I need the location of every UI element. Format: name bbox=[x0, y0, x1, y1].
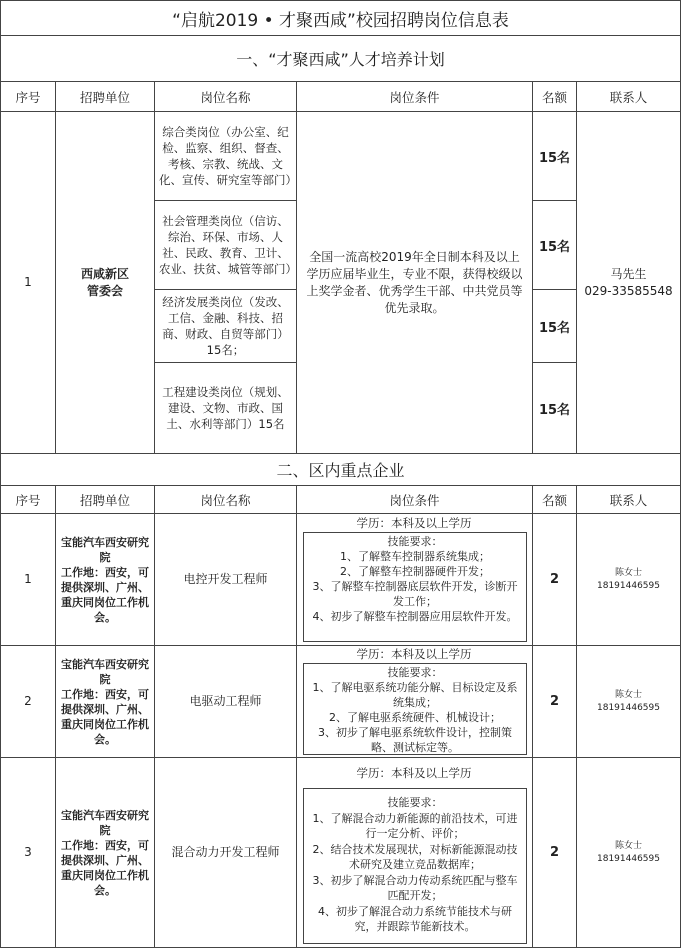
skill-item: 2、结合技术发展现状，对标新能源混动技术研究及建立竞品数据库； bbox=[312, 842, 518, 871]
contact-phone: 029-33585548 bbox=[584, 283, 673, 298]
quota-value: 2 bbox=[533, 646, 577, 758]
position-name: 经济发展类岗位（发改、工信、金融、科技、招商、财政、自贸等部门）15名； bbox=[155, 290, 297, 363]
position-name: 混合动力开发工程师 bbox=[155, 758, 297, 948]
skill-item: 1、了解混合动力新能源的前沿技术，可进行一定分析、评价； bbox=[312, 811, 518, 840]
contact-phone: 18191446595 bbox=[597, 853, 660, 864]
col-header-unit: 招聘单位 bbox=[56, 82, 155, 112]
col-header-contact: 联系人 bbox=[577, 82, 681, 112]
quota-value: 15名 bbox=[533, 201, 577, 290]
education-requirement: 学历：本科及以上学历 bbox=[356, 515, 472, 530]
position-name: 电驱动工程师 bbox=[155, 646, 297, 758]
skills-box bbox=[303, 663, 527, 755]
row-unit: 宝能汽车西安研究院 工作地：西安，可提供深圳、广州、重庆同岗位工作机会。 bbox=[56, 758, 155, 948]
skill-item: 3、初步了解混合动力传动系统匹配与整车匹配开发； bbox=[312, 873, 518, 902]
skill-item: 2、了解整车控制器硬件开发； bbox=[340, 565, 490, 578]
row-unit: 宝能汽车西安研究院 工作地：西安，可提供深圳、广州、重庆同岗位工作机会。 bbox=[56, 646, 155, 758]
row-index: 1 bbox=[0, 112, 56, 454]
col-header-quota: 名额 bbox=[533, 486, 577, 514]
quota-value: 2 bbox=[533, 514, 577, 646]
quota-value: 2 bbox=[533, 758, 577, 948]
contact-name: 陈女士 bbox=[614, 840, 642, 851]
col-header-index: 序号 bbox=[0, 486, 56, 514]
contact-cell bbox=[577, 646, 681, 758]
row-unit: 宝能汽车西安研究院 工作地：西安，可提供深圳、广州、重庆同岗位工作机会。 bbox=[56, 514, 155, 646]
skills-title: 技能要求： bbox=[387, 796, 443, 809]
contact-name: 陈女士 bbox=[614, 689, 642, 700]
row-index: 3 bbox=[0, 758, 56, 948]
skills-title: 技能要求： bbox=[387, 535, 443, 548]
skills-title: 技能要求： bbox=[387, 666, 443, 679]
position-conditions bbox=[297, 646, 533, 758]
col-header-position: 岗位名称 bbox=[155, 486, 297, 514]
col-header-conditions: 岗位条件 bbox=[297, 82, 533, 112]
position-conditions: 全国一流高校2019年全日制本科及以上学历应届毕业生，专业不限，获得校级以上奖学金者、优秀学生干部、中共党员等优先录取。 bbox=[297, 112, 533, 454]
contact-name: 陈女士 bbox=[614, 567, 642, 578]
education-requirement: 学历：本科及以上学历 bbox=[356, 647, 472, 661]
contact-cell bbox=[577, 112, 681, 454]
contact-phone: 18191446595 bbox=[597, 702, 660, 713]
contact-phone: 18191446595 bbox=[597, 580, 660, 591]
col-header-contact: 联系人 bbox=[577, 486, 681, 514]
col-header-quota: 名额 bbox=[533, 82, 577, 112]
skill-item: 1、了解电驱系统功能分解、目标设定及系统集成； bbox=[312, 681, 518, 709]
row-unit: 西咸新区 管委会 bbox=[56, 112, 155, 454]
position-name: 工程建设类岗位（规划、建设、文物、市政、国土、水利等部门）15名 bbox=[155, 363, 297, 454]
page-title: “启航2019 • 才聚西咸”校园招聘岗位信息表 bbox=[0, 0, 681, 36]
skill-item: 3、初步了解电驱系统软件设计，控制策略、测试标定等。 bbox=[318, 726, 512, 754]
position-name: 综合类岗位（办公室、纪检、监察、组织、督查、考核、宗教、统战、文化、宣传、研究室等部门） bbox=[155, 112, 297, 201]
skill-item: 4、初步了解整车控制器应用层软件开发。 bbox=[312, 610, 518, 623]
row-index: 1 bbox=[0, 514, 56, 646]
col-header-index: 序号 bbox=[0, 82, 56, 112]
contact-cell bbox=[577, 514, 681, 646]
col-header-conditions: 岗位条件 bbox=[297, 486, 533, 514]
section-1-heading: 一、“才聚西咸”人才培养计划 bbox=[0, 36, 681, 82]
skills-box bbox=[303, 788, 527, 944]
skill-item: 4、初步了解混合动力系统节能技术与研究，并跟踪节能新技术。 bbox=[318, 904, 512, 933]
section-2-heading: 二、区内重点企业 bbox=[0, 454, 681, 486]
skill-item: 2、了解电驱系统硬件、机械设计； bbox=[329, 711, 501, 724]
quota-value: 15名 bbox=[533, 290, 577, 363]
row-index: 2 bbox=[0, 646, 56, 758]
position-conditions bbox=[297, 514, 533, 646]
contact-cell bbox=[577, 758, 681, 948]
contact-name: 马先生 bbox=[610, 266, 647, 281]
education-requirement: 学历：本科及以上学历 bbox=[356, 765, 472, 780]
col-header-position: 岗位名称 bbox=[155, 82, 297, 112]
position-conditions bbox=[297, 758, 533, 948]
col-header-unit: 招聘单位 bbox=[56, 486, 155, 514]
skills-box bbox=[303, 532, 527, 642]
quota-value: 15名 bbox=[533, 363, 577, 454]
position-name: 社会管理类岗位（信访、综治、环保、市场、人社、民政、教育、卫计、农业、扶贫、城管等部门） bbox=[155, 201, 297, 290]
quota-value: 15名 bbox=[533, 112, 577, 201]
skill-item: 1、了解整车控制器系统集成； bbox=[340, 550, 490, 563]
position-name: 电控开发工程师 bbox=[155, 514, 297, 646]
skill-item: 3、了解整车控制器底层软件开发，诊断开发工作； bbox=[312, 580, 518, 608]
